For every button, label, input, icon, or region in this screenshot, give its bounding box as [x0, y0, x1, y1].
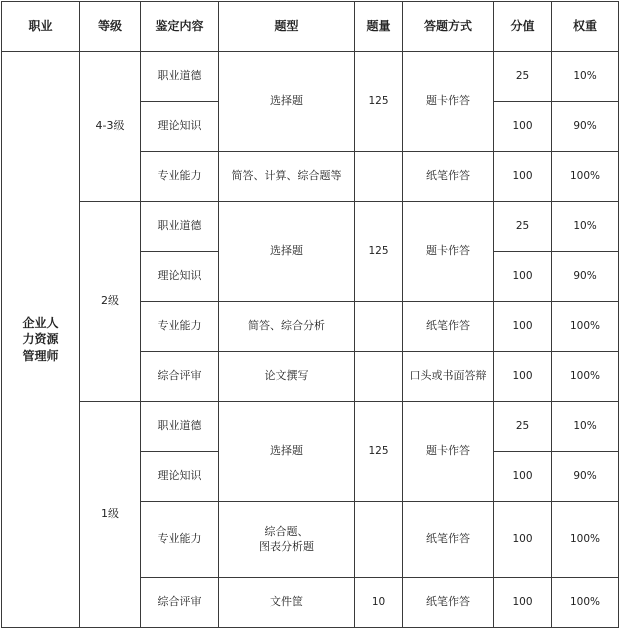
content-cell: 专业能力 [141, 152, 219, 202]
score-cell: 25 [494, 202, 552, 252]
content-cell: 综合评审 [141, 352, 219, 402]
level-cell: 2级 [80, 202, 141, 402]
type-cell: 论文撰写 [219, 352, 355, 402]
count-cell: 10 [355, 578, 403, 628]
content-cell: 理论知识 [141, 452, 219, 502]
content-cell: 综合评审 [141, 578, 219, 628]
count-cell [355, 152, 403, 202]
header-weight: 权重 [552, 2, 619, 52]
weight-cell: 100% [552, 352, 619, 402]
header-level: 等级 [80, 2, 141, 52]
count-cell [355, 302, 403, 352]
table-row [2, 202, 619, 252]
weight-cell: 90% [552, 102, 619, 152]
method-cell: 纸笔作答 [403, 578, 494, 628]
method-cell: 纸笔作答 [403, 302, 494, 352]
type-cell: 简答、综合分析 [219, 302, 355, 352]
type-cell: 文件筐 [219, 578, 355, 628]
weight-cell: 100% [552, 302, 619, 352]
header-type: 题型 [219, 2, 355, 52]
score-cell: 100 [494, 352, 552, 402]
score-cell: 100 [494, 302, 552, 352]
score-cell: 100 [494, 102, 552, 152]
method-cell: 题卡作答 [403, 402, 494, 502]
header-occupation: 职业 [2, 2, 80, 52]
count-cell [355, 502, 403, 578]
content-cell: 专业能力 [141, 302, 219, 352]
header-content: 鉴定内容 [141, 2, 219, 52]
method-cell: 纸笔作答 [403, 152, 494, 202]
weight-cell: 100% [552, 152, 619, 202]
header-row [2, 2, 619, 52]
score-cell: 100 [494, 252, 552, 302]
score-cell: 100 [494, 152, 552, 202]
count-cell [355, 352, 403, 402]
count-cell: 125 [355, 202, 403, 302]
occupation-cell: 企业人 力资源 管理师 [2, 52, 80, 628]
method-cell: 口头或书面答辩 [403, 352, 494, 402]
table-row [2, 402, 619, 452]
weight-cell: 10% [552, 52, 619, 102]
level-cell: 4-3级 [80, 52, 141, 202]
content-cell: 职业道德 [141, 52, 219, 102]
table-row [2, 52, 619, 102]
header-count: 题量 [355, 2, 403, 52]
type-cell: 综合题、 图表分析题 [219, 502, 355, 578]
header-score: 分值 [494, 2, 552, 52]
weight-cell: 90% [552, 452, 619, 502]
exam-table [1, 1, 619, 628]
count-cell: 125 [355, 402, 403, 502]
level-cell: 1级 [80, 402, 141, 628]
content-cell: 职业道德 [141, 402, 219, 452]
weight-cell: 90% [552, 252, 619, 302]
score-cell: 25 [494, 52, 552, 102]
weight-cell: 100% [552, 578, 619, 628]
content-cell: 职业道德 [141, 202, 219, 252]
weight-cell: 100% [552, 502, 619, 578]
type-cell: 简答、计算、综合题等 [219, 152, 355, 202]
score-cell: 100 [494, 578, 552, 628]
weight-cell: 10% [552, 402, 619, 452]
weight-cell: 10% [552, 202, 619, 252]
type-cell: 选择题 [219, 52, 355, 152]
method-cell: 题卡作答 [403, 202, 494, 302]
content-cell: 理论知识 [141, 252, 219, 302]
content-cell: 专业能力 [141, 502, 219, 578]
count-cell: 125 [355, 52, 403, 152]
type-cell: 选择题 [219, 202, 355, 302]
content-cell: 理论知识 [141, 102, 219, 152]
score-cell: 100 [494, 502, 552, 578]
method-cell: 题卡作答 [403, 52, 494, 152]
score-cell: 100 [494, 452, 552, 502]
method-cell: 纸笔作答 [403, 502, 494, 578]
type-cell: 选择题 [219, 402, 355, 502]
header-method: 答题方式 [403, 2, 494, 52]
score-cell: 25 [494, 402, 552, 452]
